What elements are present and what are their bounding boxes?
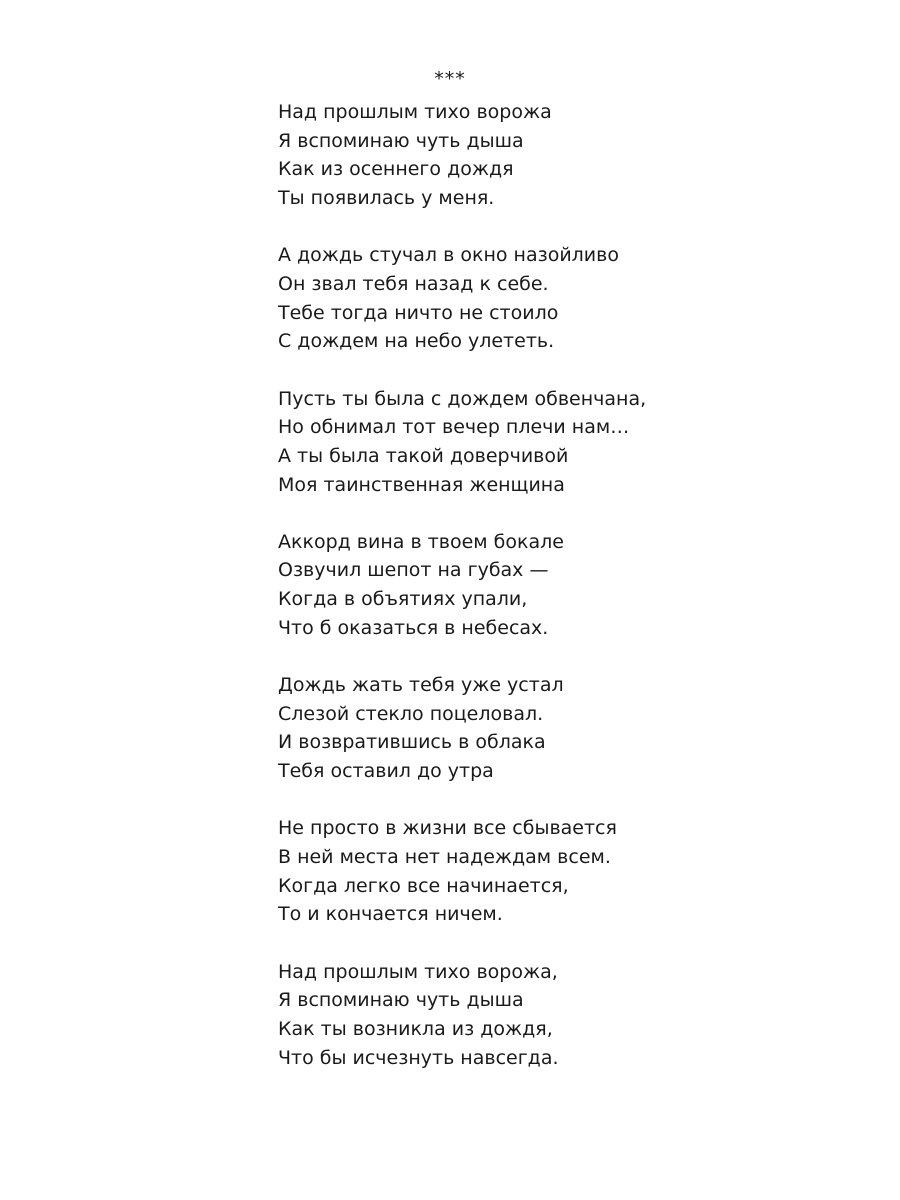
poem-line: Когда легко все начинается, xyxy=(278,874,569,897)
poem-line: Слезой стекло поцеловал. xyxy=(278,702,544,725)
poem-line: В ней места нет надеждам всем. xyxy=(278,845,611,868)
poem-line: Он звал тебя назад к себе. xyxy=(278,272,549,295)
poem-line: То и кончается ничем. xyxy=(278,903,503,926)
poem-line: Моя таинственная женщина xyxy=(278,473,565,496)
poem-line: С дождем на небо улететь. xyxy=(278,330,555,353)
poem-line: А ты была такой доверчивой xyxy=(278,444,569,467)
poem-line: Что б оказаться в небесах. xyxy=(278,616,549,639)
poem-line: Как ты возникла из дождя, xyxy=(278,1017,553,1040)
poem-line: Ты появилась у меня. xyxy=(278,187,495,210)
stanza xyxy=(278,958,878,1073)
poem-line: Дождь жать тебя уже устал xyxy=(278,674,564,696)
poem-line: И возвратившись в облака xyxy=(278,731,546,754)
poem-line: Когда в объятиях упали, xyxy=(278,588,528,611)
poem-line: Я вспоминаю чуть дыша xyxy=(278,129,524,152)
poem-line: Но обнимал тот вечер плечи нам… xyxy=(278,416,630,439)
poem-line: Как из осеннего дождя xyxy=(278,158,514,181)
poem-line: Не просто в жизни все сбывается xyxy=(278,817,617,840)
stanza xyxy=(278,528,878,643)
stanza xyxy=(278,814,878,929)
poem-line: Тебя оставил до утра xyxy=(278,760,494,783)
poem-line: Озвучил шепот на губах — xyxy=(278,559,549,582)
poem-line: Тебе тогда ничто не стоило xyxy=(278,301,559,324)
section-ornament: *** xyxy=(434,68,466,90)
poem-line: Я вспоминаю чуть дыша xyxy=(278,989,524,1012)
poem-line: Пусть ты была с дождем обвенчана, xyxy=(278,387,647,410)
poem-line: Что бы исчезнуть навсегда. xyxy=(278,1046,559,1069)
stanza xyxy=(278,385,878,500)
poem-body xyxy=(278,98,878,1101)
stanza xyxy=(278,671,878,786)
poem-line: А дождь стучал в окно назойливо xyxy=(278,244,619,267)
stanza xyxy=(278,98,878,213)
stanza xyxy=(278,241,878,356)
poem-line: Над прошлым тихо ворожа, xyxy=(278,960,558,983)
poem-line: Аккорд вина в твоем бокале xyxy=(278,530,564,553)
poem-line: Над прошлым тихо ворожа xyxy=(278,101,552,123)
